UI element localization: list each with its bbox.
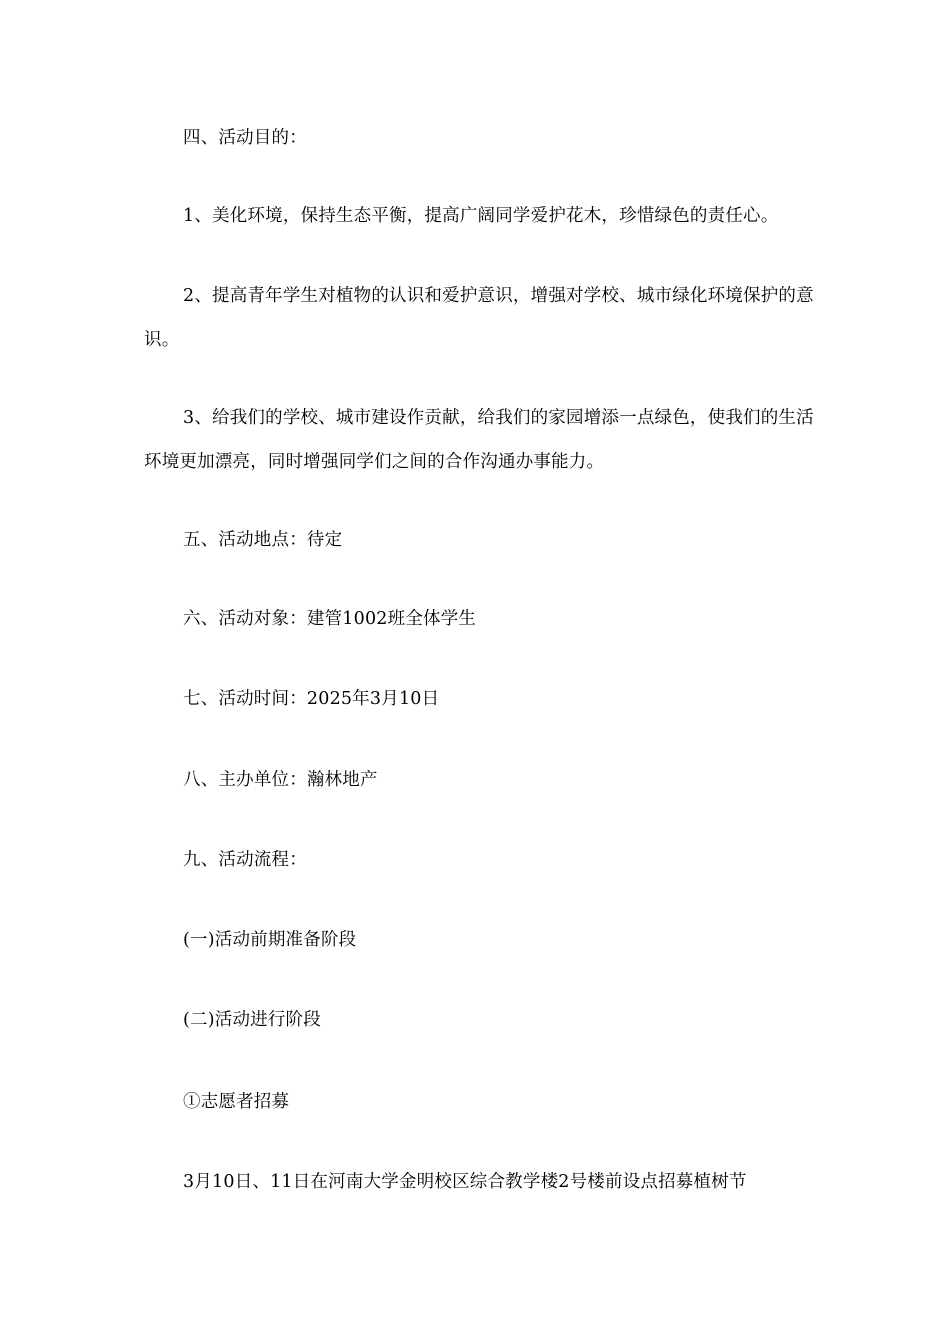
section-heading-purpose: 四、活动目的： <box>183 128 307 148</box>
section-organizer: 八、主办单位：瀚林地产 <box>183 770 378 790</box>
section-time: 七、活动时间：2025年3月10日 <box>183 689 440 709</box>
purpose-item-3: 3、给我们的学校、城市建设作贡献，给我们的家园增添一点绿色，使我们的生活环境更加漂亮，同时增强同学们之间的合作沟通办事能力。 <box>144 408 814 472</box>
volunteer-recruit-heading: ①志愿者招募 <box>183 1092 290 1112</box>
purpose-item-2: 2、提高青年学生对植物的认识和爱护意识，增强对学校、城市绿化环境保护的意识。 <box>144 286 814 350</box>
process-stage-1: (一)活动前期准备阶段 <box>183 930 357 950</box>
section-heading-process: 九、活动流程： <box>183 850 307 870</box>
purpose-item-1: 1、美化环境，保持生态平衡，提高广阔同学爱护花木，珍惜绿色的责任心。 <box>183 206 779 226</box>
process-stage-2: (二)活动进行阶段 <box>183 1010 321 1030</box>
volunteer-recruit-text: 3月10日、11日在河南大学金明校区综合教学楼2号楼前设点招募植树节 <box>183 1172 747 1192</box>
section-participants: 六、活动对象：建管1002班全体学生 <box>183 609 477 629</box>
section-location: 五、活动地点：待定 <box>183 530 343 550</box>
